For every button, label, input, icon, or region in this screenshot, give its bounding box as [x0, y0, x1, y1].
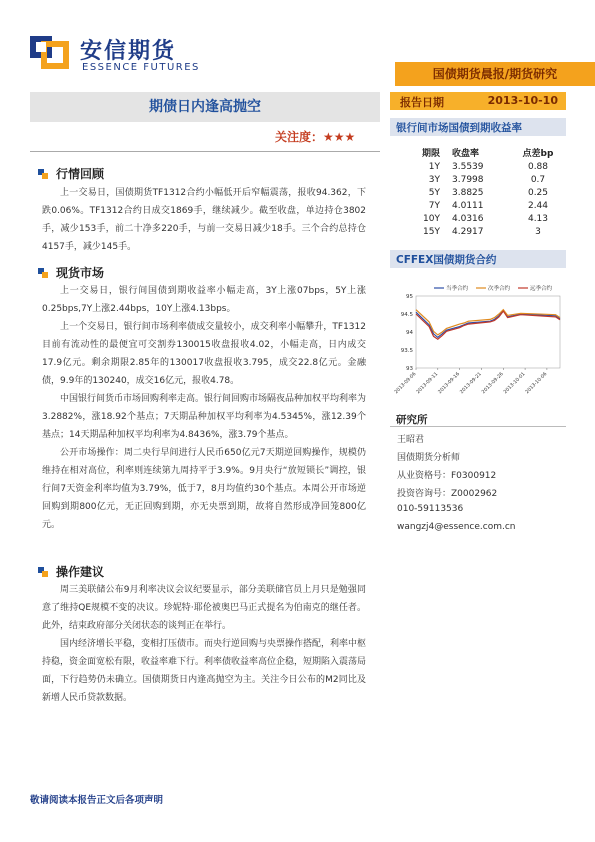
report-type-band: [395, 62, 595, 86]
page-title-bar: [30, 92, 380, 122]
report-date-bar: [390, 92, 566, 110]
section-marker-icon: [38, 267, 48, 277]
table-row: [390, 187, 566, 200]
page-title: 期债日内逢高抛空: [149, 99, 261, 115]
cell-yield: 4.0111: [452, 201, 484, 211]
section-title-spot-market: 现货市场: [38, 264, 104, 281]
section-title-recommendation: 操作建议: [38, 563, 104, 580]
y-tick-label: 95: [406, 294, 413, 300]
section-marker-icon: [38, 566, 48, 576]
yield-table-header: 银行间市场国债到期收益率: [390, 118, 566, 136]
table-row: [390, 226, 566, 239]
analyst-name: 王昭君: [397, 435, 425, 445]
futures-line-chart: [390, 280, 566, 400]
analyst-advisory-no: 投资咨询号：Z0002962: [397, 489, 498, 499]
y-tick-label: 93.5: [400, 348, 413, 354]
divider: [390, 426, 566, 427]
cell-term: 7Y: [428, 201, 440, 211]
x-tick-label: 2013-09-21: [459, 371, 483, 396]
cell-yield: 4.0316: [452, 214, 484, 224]
company-name-en: ESSENCE FUTURES: [82, 62, 200, 73]
analyst-license: 从业资格号：F0300912: [397, 471, 497, 481]
col-spread: 点差bp: [522, 149, 554, 159]
x-tick-label: 2013-10-06: [525, 371, 549, 396]
analyst-phone: 010-59113536: [397, 504, 464, 514]
x-tick-label: 2013-09-11: [415, 371, 440, 396]
yield-table: [390, 146, 566, 239]
cell-spread: 3: [535, 227, 541, 237]
report-date-label: 报告日期: [400, 96, 444, 109]
cell-term: 1Y: [428, 162, 440, 172]
cell-spread: 4.13: [527, 214, 549, 224]
col-yield: 收盘率: [452, 149, 480, 159]
cell-spread: 2.44: [527, 201, 549, 211]
divider: [30, 151, 380, 152]
cell-term: 3Y: [428, 175, 440, 185]
x-tick-label: 2013-09-26: [481, 371, 505, 396]
table-row: [390, 174, 566, 187]
legend-label: 次季合约: [488, 286, 511, 292]
cell-spread: 0.25: [527, 188, 549, 198]
table-row: [390, 200, 566, 213]
cell-spread: 0.88: [527, 162, 549, 172]
analyst-title: 国债期货分析师: [397, 453, 461, 463]
cell-term: 5Y: [428, 188, 440, 198]
cell-yield: 3.5539: [452, 162, 484, 172]
y-tick-label: 94: [406, 330, 413, 336]
legend-label: 当季合约: [446, 286, 469, 292]
y-tick-label: 94.5: [400, 312, 413, 318]
col-term: 期限: [421, 149, 440, 159]
y-tick-label: 93: [406, 366, 413, 372]
footer-disclaimer: 敬请阅读本报告正文后各项声明: [30, 795, 164, 806]
report-date-value: 2013-10-10: [487, 94, 558, 107]
cell-yield: 3.8825: [452, 188, 484, 198]
company-name-cn: 安信期货: [80, 39, 177, 64]
table-row: [390, 213, 566, 226]
legend-label: 远季合约: [530, 286, 553, 292]
section-body-market-review: 上一交易日，国债期货TF1312合约小幅低开后窄幅震荡，报收94.362，下跌0.06%。TF1312合约日成交1869手，继续减少。截至收盘，单边持仓3802手，减少153手，前二十净多220手，与前一交易日减少18手。三个合约总持仓4157手，减少145手。: [42, 188, 366, 252]
plot-area: [416, 296, 560, 368]
x-tick-label: 2013-09-16: [437, 371, 462, 396]
logo-icon: [30, 30, 70, 70]
table-header-row: [390, 146, 566, 161]
analyst-heading: 研究所: [396, 414, 428, 426]
cell-term: 10Y: [423, 214, 440, 224]
analyst-email: wangzj4@essence.com.cn: [397, 522, 516, 532]
focus-rating: 关注度：★★★: [275, 130, 356, 144]
table-row: [390, 161, 566, 174]
x-tick-label: 2013-10-01: [503, 371, 527, 396]
section-title-market-review: 行情回顾: [38, 165, 104, 182]
section-marker-icon: [38, 168, 48, 178]
section-body-recommendation: 周三美联储公布9月利率决议会议纪要显示，部分美联储官员上月只是勉强同意了维持QE规模不变的决议。珍妮特·耶伦被奥巴马正式提名为伯南克的继任者。此外，结束政府部分关闭状态的谈判正在举行。 国内经济增长平稳，变相打压债市。而央行逆回购与央票操作搭配，利率中枢持稳，资金面宽松有限，收益率难下行。利率债收益率高位企稳，短期陷入震荡局面，下行趋势仍未确立。国债期货日内逢高抛空为主。关注今日公布的M2同比及新增人民币贷款数据。: [42, 585, 367, 703]
chart-header: CFFEX国债期货合约: [390, 250, 566, 268]
cell-spread: 0.7: [530, 175, 546, 185]
cell-yield: 3.7998: [452, 175, 484, 185]
section-body-spot-market: 上一交易日，银行间国债到期收益率小幅走高，3Y上涨07bps，5Y上涨0.25bps,7Y上涨2.44bps，10Y上涨4.13bps。 上一个交易日，银行间市场利率债成交量较小，成交利率小幅攀升，TF1312目前有流动性的最便宜可交割券130015收盘报收4.02，小幅走高，日内成交17.9亿元。剩余期限2.85年的130017收盘报收3.795，成交22.8亿元。金融债，9.9年的130240，成交16亿元，报收4.78。 中国银行间货币市场回购利率走高。银行间回购市场隔夜品种加权平均利率为3.2882%，涨18.92个基点；7天期品种加权平均利率为4.5345%，涨12.39个基点；14天期品种加权平均利率为4.8436%，涨3.79个基点。 公开市场操作：周二央行早间进行人民币650亿元7天期逆回购操作，规模仍维持在相对高位，利率则连续第九周持平于3.9%。9月央行“放短锁长”调控，银行间7天资金利率均值为3.79%，低于7，8月均值约30个基点。本周公开市场逆回购到期800亿元，无正回购到期，亦无央票到期，故将自然形成净回笼800亿元。: [42, 286, 367, 530]
cell-term: 15Y: [423, 227, 440, 237]
cell-yield: 4.2917: [452, 227, 484, 237]
x-tick-label: 2013-09-06: [394, 371, 418, 396]
report-type-label: 国债期货晨报/期货研究: [432, 67, 558, 81]
